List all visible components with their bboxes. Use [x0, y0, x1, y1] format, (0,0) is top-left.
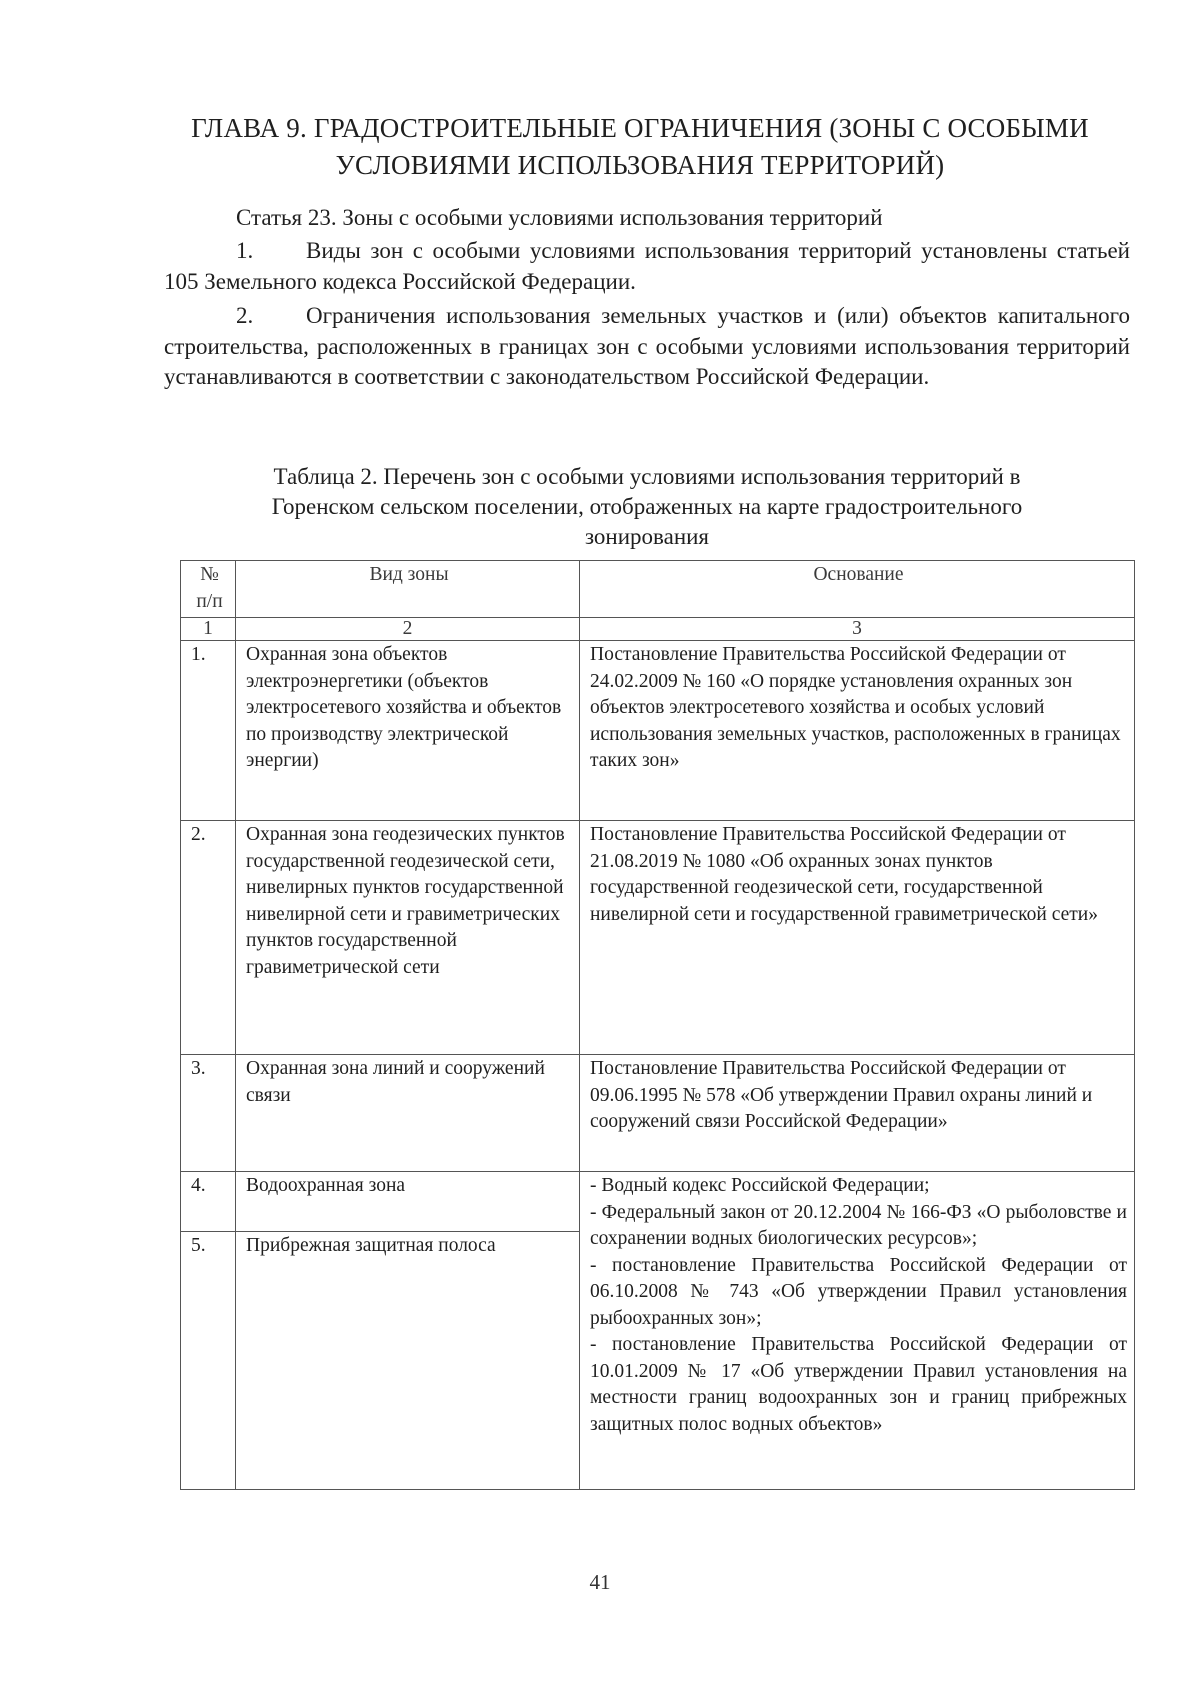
basis-item: - Водный кодекс Российской Федерации; — [590, 1175, 930, 1196]
paragraph-text: Виды зон с особыми условиями использования территорий установлены статьей 105 Земельного кодекса Российской Федерации. — [164, 238, 1130, 294]
shared-basis-cell — [580, 1172, 1135, 1490]
table-row — [181, 1172, 1135, 1232]
zones-table — [180, 560, 1135, 1490]
zone-type-cell: Прибрежная защитная полоса — [236, 1232, 580, 1490]
basis-cell: Постановление Правительства Российской Федерации от 21.08.2019 № 1080 «Об охранных зонах пунктов государственной геодезической сети, государственной нивелирной сети и государственной гравиметрической сети» — [580, 821, 1135, 1055]
chapter-title — [150, 110, 1130, 184]
header-number: № п/п — [181, 561, 236, 618]
page-number: 41 — [589, 1570, 611, 1594]
paragraph-number: 2. — [236, 303, 254, 328]
row-number: 2. — [181, 821, 236, 1055]
basis-item: - постановление Правительства Российской Федерации от 06.10.2008 № 743 «Об утверждении Правил установления рыбоохранных зон»; — [590, 1254, 1127, 1329]
chapter-title-line-2: УСЛОВИЯМИ ИСПОЛЬЗОВАНИЯ ТЕРРИТОРИЙ) — [335, 150, 945, 180]
basis-item: - Федеральный закон от 20.12.2004 № 166-ФЗ «О рыболовстве и сохранении водных биологических ресурсов»; — [590, 1201, 1127, 1249]
article-paragraph-2 — [164, 301, 1130, 393]
zone-type-cell: Водоохранная зона — [236, 1172, 580, 1232]
table-row — [181, 821, 1135, 1055]
article-paragraph-1 — [164, 236, 1130, 297]
header-zone-type: Вид зоны — [236, 561, 580, 618]
basis-cell: Постановление Правительства Российской Федерации от 24.02.2009 № 160 «О порядке установления охранных зон объектов электросетевого хозяйства и особых условий использования земельных участков, расположенных в границах таких зон» — [580, 641, 1135, 821]
paragraph-text: Ограничения использования земельных участков и (или) объектов капитального строительства, расположенных в границах зон с особыми условиями использования территорий устанавливаются в соответствии с законодательством Российской Федерации. — [164, 303, 1130, 389]
table-caption-line-3: зонирования — [584, 524, 710, 549]
column-index: 2 — [236, 618, 580, 641]
row-number: 5. — [181, 1232, 236, 1490]
zone-type-cell: Охранная зона геодезических пунктов государственной геодезической сети, нивелирных пунктов государственной нивелирной сети и гравиметрических пунктов государственной гравиметрической сети — [236, 821, 580, 1055]
basis-cell: Постановление Правительства Российской Федерации от 09.06.1995 № 578 «Об утверждении Правил охраны линий и сооружений связи Российской Федерации» — [580, 1055, 1135, 1172]
column-index: 3 — [580, 618, 1135, 641]
column-index-row — [181, 618, 1135, 641]
table-caption-line-2: Горенском сельском поселении, отображенных на карте градостроительного — [271, 494, 1023, 519]
table-header-row — [181, 561, 1135, 618]
row-number: 3. — [181, 1055, 236, 1172]
paragraph-number: 1. — [236, 238, 254, 263]
zone-type-cell: Охранная зона линий и сооружений связи — [236, 1055, 580, 1172]
article-heading: Статья 23. Зоны с особыми условиями использования территорий — [236, 205, 883, 230]
header-basis: Основание — [580, 561, 1135, 618]
table-caption — [164, 462, 1130, 552]
chapter-title-line-1: ГЛАВА 9. ГРАДОСТРОИТЕЛЬНЫЕ ОГРАНИЧЕНИЯ (ЗОНЫ С ОСОБЫМИ — [191, 113, 1089, 143]
table-row — [181, 1055, 1135, 1172]
table-caption-line-1: Таблица 2. Перечень зон с особыми условиями использования территорий в — [273, 464, 1021, 489]
column-index: 1 — [181, 618, 236, 641]
table-row — [181, 641, 1135, 821]
row-number: 4. — [181, 1172, 236, 1232]
zone-type-cell: Охранная зона объектов электроэнергетики (объектов электросетевого хозяйства и объектов по производству электрической энергии) — [236, 641, 580, 821]
row-number: 1. — [181, 641, 236, 821]
basis-item: - постановление Правительства Российской Федерации от 10.01.2009 № 17 «Об утверждении Правил установления на местности границ водоохранных зон и границ прибрежных защитных полос водных объектов» — [590, 1334, 1127, 1435]
